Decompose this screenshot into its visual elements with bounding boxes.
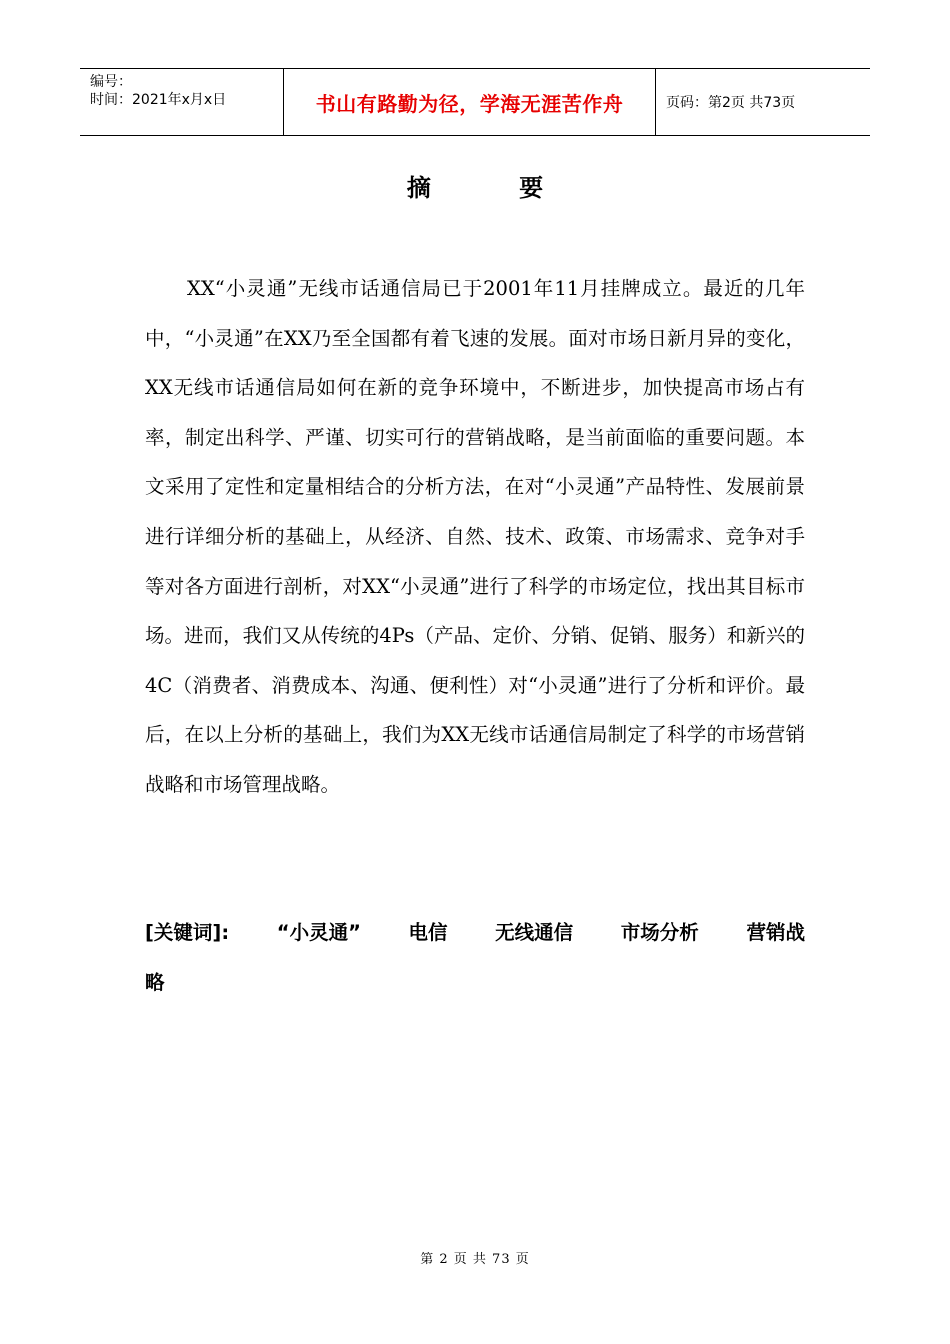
header-motto-cell (283, 69, 656, 135)
keywords-block (145, 908, 805, 1008)
page-title: 摘 要 (406, 174, 584, 202)
page-footer: 第 2 页 共 73 页 (420, 1252, 530, 1267)
motto-text: 书山有路勤为径，学海无涯苦作舟 (315, 91, 624, 116)
keyword-wrap: 略 (145, 971, 165, 994)
keywords-row (145, 908, 805, 958)
keyword-item: 电信 (408, 921, 448, 944)
abstract-paragraph: XX“小灵通”无线市话通信局已于2001年11月挂牌成立。最近的几年中，“小灵通”在XX乃至全国都有着飞速的发展。面对市场日新月异的变化，XX无线市话通信局如何在新的竞争环境中，不断进步，加快提高市场占有率，制定出科学、严谨、切实可行的营销战略，是当前面临的重要问题。本文采用了定性和定量相结合的分析方法，在对“小灵通”产品特性、发展前景进行详细分析的基础上，从经济、自然、技术、政策、市场需求、竞争对手等对各方面进行剖析，对XX“小灵通”进行了科学的市场定位，找出其目标市场。进而，我们又从传统的4Ps（产品、定价、分销、促销、服务）和新兴的4C（消费者、消费成本、沟通、便利性）对“小灵通”进行了分析和评价。最后，在以上分析的基础上，我们为XX无线市话通信局制定了科学的市场营销战略和市场管理战略。 (145, 277, 805, 796)
date-label: 时间：2021年x月x日 (90, 92, 227, 108)
keyword-item: “小灵通” (276, 921, 361, 944)
keyword-item: 营销战 (746, 921, 805, 944)
header-meta (80, 69, 283, 135)
keyword-item: 市场分析 (620, 921, 699, 944)
serial-label: 编号： (90, 74, 132, 90)
keywords-label: [关键词]: (145, 921, 230, 944)
page-header (80, 68, 870, 136)
header-page-info (656, 69, 870, 135)
page-info-text: 页码：第2页 共73页 (666, 95, 796, 111)
keyword-item: 无线通信 (495, 921, 574, 944)
